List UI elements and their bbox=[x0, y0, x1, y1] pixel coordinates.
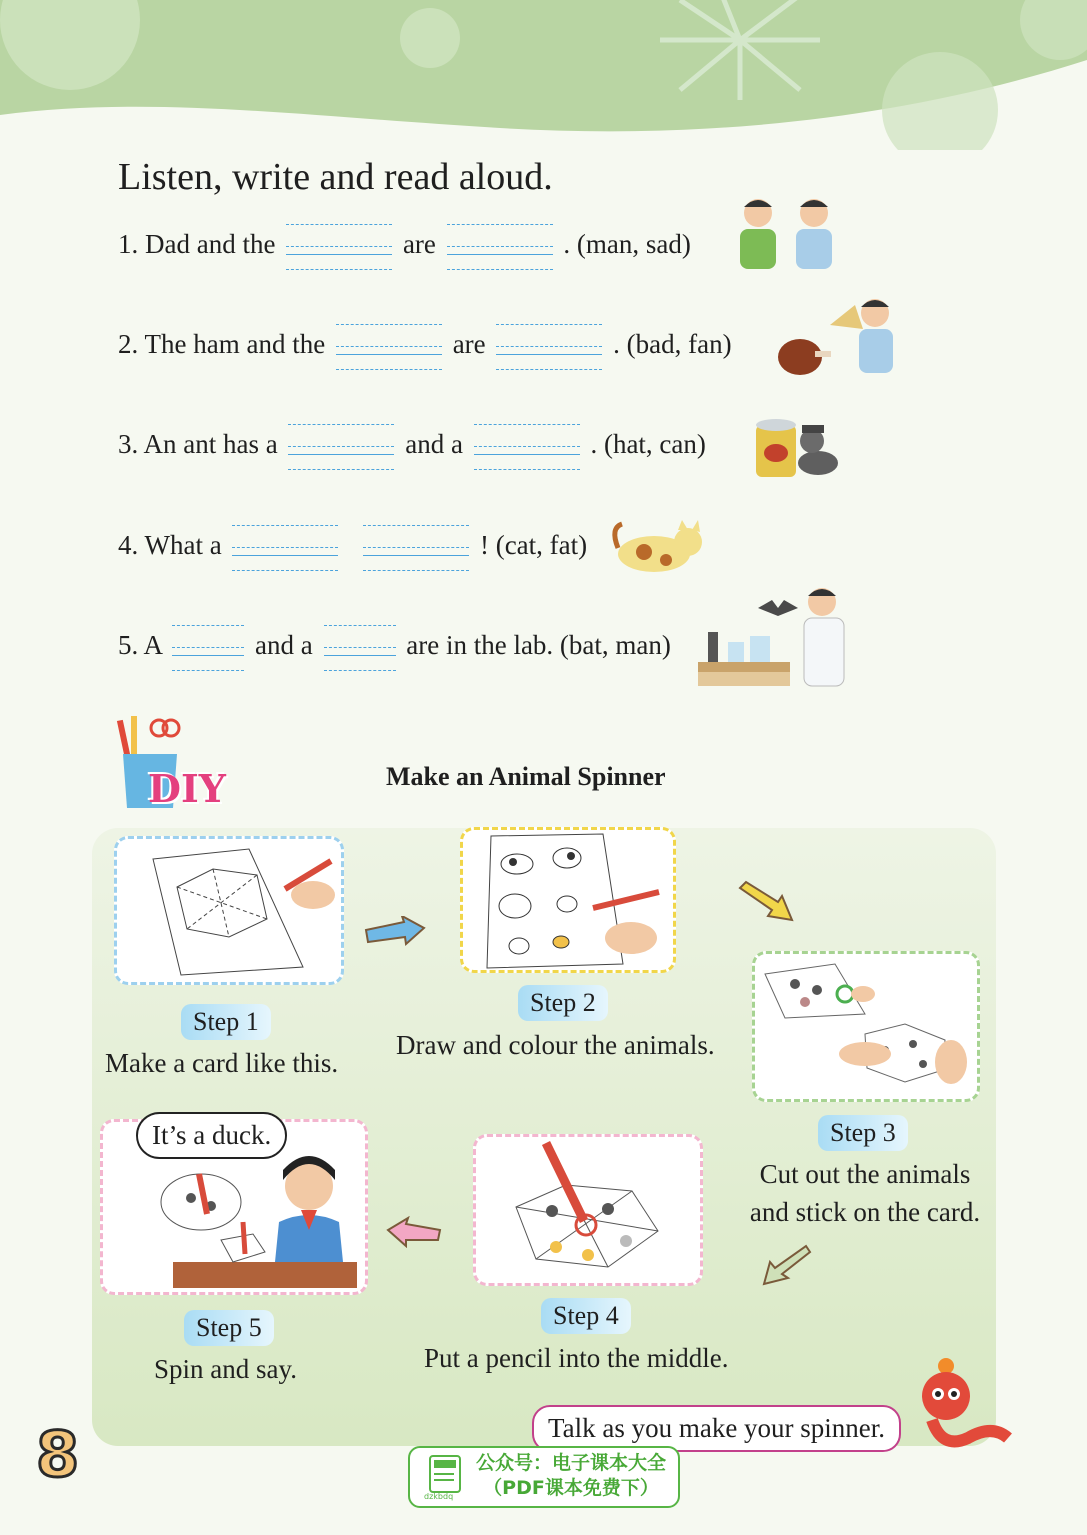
step-4-label: Step 4 bbox=[541, 1298, 631, 1334]
cut-and-stick-drawing bbox=[755, 954, 977, 1099]
exercise-text: are bbox=[452, 329, 486, 360]
exercise-text: Dad and the bbox=[145, 229, 276, 260]
ant-with-can-illustration bbox=[752, 405, 852, 487]
step-4-image bbox=[473, 1134, 703, 1286]
step-1-image bbox=[114, 836, 344, 985]
tip-text: Talk as you make your spinner. bbox=[548, 1413, 886, 1443]
exercise-2 bbox=[118, 324, 732, 370]
exercise-text: and a bbox=[405, 429, 463, 460]
step-5-label: Step 5 bbox=[184, 1310, 274, 1346]
dad-and-man-illustration bbox=[728, 195, 848, 277]
animals-drawing bbox=[463, 830, 673, 970]
arrow-down-right-icon bbox=[738, 880, 796, 922]
watermark-icon-text: dzkbdq bbox=[424, 1492, 454, 1501]
arrow-right-icon bbox=[364, 916, 426, 946]
lab-scene-illustration bbox=[698, 586, 858, 688]
step-3-label: Step 3 bbox=[818, 1115, 908, 1151]
answer-blank[interactable] bbox=[232, 525, 338, 571]
step-2-desc: Draw and colour the animals. bbox=[396, 1030, 715, 1060]
page-number: 8 bbox=[36, 1418, 80, 1491]
speech-bubble bbox=[136, 1112, 287, 1159]
dragon-mascot-icon bbox=[912, 1354, 1012, 1454]
step-3-desc: Cut out the animals bbox=[759, 1159, 971, 1189]
pencil-in-spinner-drawing bbox=[476, 1137, 700, 1283]
step-2-label: Step 2 bbox=[518, 985, 608, 1021]
answer-blank[interactable] bbox=[288, 424, 394, 470]
answer-blank[interactable] bbox=[363, 525, 469, 571]
exercise-text: . (man, sad) bbox=[563, 229, 691, 260]
answer-blank[interactable] bbox=[286, 224, 392, 270]
answer-blank[interactable] bbox=[336, 324, 442, 370]
arrow-down-left-icon bbox=[762, 1244, 812, 1286]
exercise-text: are bbox=[402, 229, 436, 260]
exercise-number: 2. bbox=[118, 329, 139, 360]
exercise-1 bbox=[118, 224, 691, 270]
answer-blank[interactable] bbox=[447, 224, 553, 270]
answer-blank[interactable] bbox=[474, 424, 580, 470]
hexagon-card-drawing bbox=[117, 839, 341, 982]
exercise-text: . (hat, can) bbox=[590, 429, 706, 460]
tip-bubble bbox=[532, 1405, 901, 1452]
speech-bubble-text: It’s a duck. bbox=[152, 1120, 272, 1150]
arrow-left-icon bbox=[386, 1216, 442, 1248]
step-3-image bbox=[752, 951, 980, 1102]
watermark-banner bbox=[408, 1446, 680, 1508]
exercise-text: and a bbox=[255, 630, 313, 661]
watermark-line-1: 公众号：电子课本大全 bbox=[475, 1452, 666, 1474]
step-2-image bbox=[460, 827, 676, 973]
step-5-desc: Spin and say. bbox=[154, 1354, 297, 1384]
answer-blank[interactable] bbox=[496, 324, 602, 370]
exercise-4 bbox=[118, 525, 587, 571]
fat-cat-illustration bbox=[610, 518, 710, 576]
step-3-desc-line-2: and stick on the card. bbox=[749, 1197, 981, 1227]
exercise-text: are in the lab. (bat, man) bbox=[406, 630, 671, 661]
diy-logo-text: DIY bbox=[148, 766, 226, 811]
exercise-number: 1. bbox=[118, 229, 139, 260]
exercise-text: An ant has a bbox=[143, 429, 278, 460]
exercise-number: 4. bbox=[118, 530, 139, 561]
exercise-text: A bbox=[143, 630, 162, 661]
exercise-number: 5. bbox=[118, 630, 139, 661]
exercise-text: What a bbox=[144, 530, 222, 561]
diy-title: Make an Animal Spinner bbox=[386, 762, 666, 791]
exercise-text: The ham and the bbox=[144, 329, 326, 360]
watermark-line-2: （PDF课本免费下） bbox=[483, 1477, 659, 1499]
step-1-desc: Make a card like this. bbox=[105, 1048, 339, 1078]
exercise-3 bbox=[118, 424, 706, 470]
exercise-title: Listen, write and read aloud. bbox=[118, 156, 553, 198]
header-decoration bbox=[0, 0, 1087, 150]
ham-and-fan-illustration bbox=[775, 295, 907, 381]
step-1-label: Step 1 bbox=[181, 1004, 271, 1040]
exercise-text: ! (cat, fat) bbox=[479, 530, 588, 561]
exercise-5 bbox=[118, 625, 671, 671]
exercise-number: 3. bbox=[118, 429, 139, 460]
answer-blank[interactable] bbox=[172, 625, 244, 671]
step-4-desc: Put a pencil into the middle. bbox=[424, 1343, 729, 1373]
exercise-text: . (bad, fan) bbox=[613, 329, 732, 360]
answer-blank[interactable] bbox=[324, 625, 396, 671]
